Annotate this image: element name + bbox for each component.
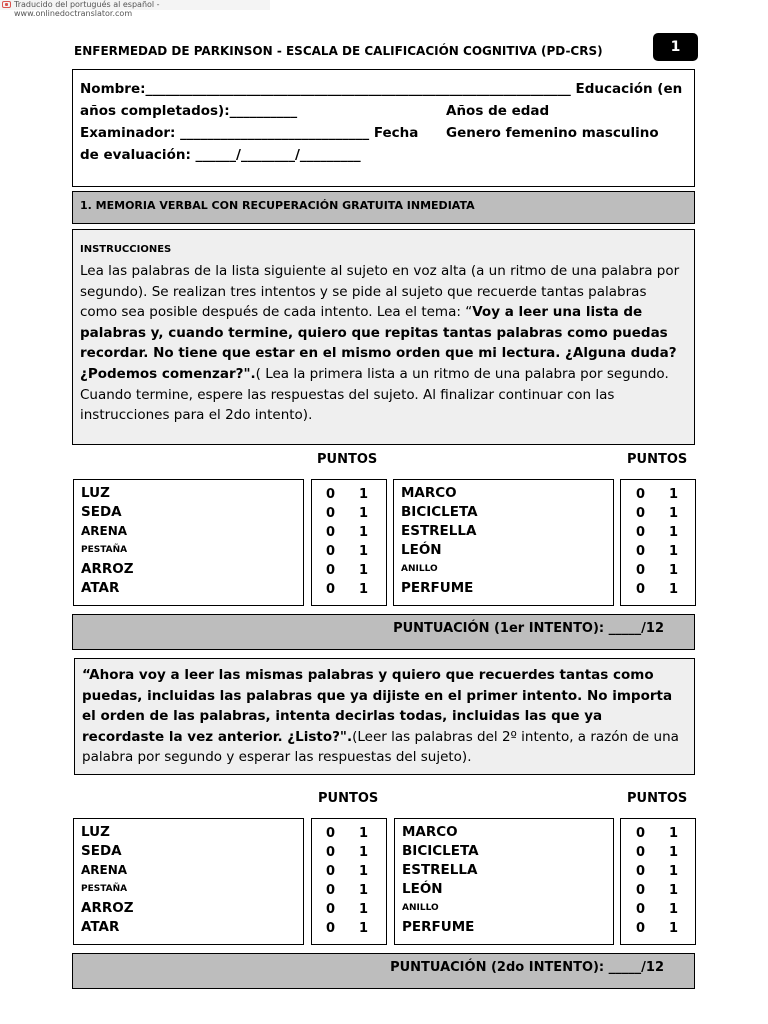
score-zero[interactable]: 0 <box>326 845 336 860</box>
score-zero[interactable]: 0 <box>636 845 646 860</box>
trial2-instructions-text <box>82 665 687 768</box>
score-one[interactable]: 1 <box>359 845 369 860</box>
score-zero[interactable]: 0 <box>326 544 336 559</box>
trial1-word-list-right <box>393 479 614 606</box>
score-row <box>621 561 695 580</box>
trial2-score-column-right <box>620 818 696 945</box>
score-row <box>312 580 386 599</box>
score-zero[interactable]: 0 <box>326 864 336 879</box>
word-item: BICICLETA <box>401 504 478 520</box>
score-row <box>312 900 386 919</box>
score-one[interactable]: 1 <box>359 883 369 898</box>
score-row <box>621 523 695 542</box>
puntos-header-right: PUNTOS <box>627 452 688 467</box>
trial2-instructions-box <box>74 658 695 775</box>
score-row <box>312 504 386 523</box>
word-item: ATAR <box>81 919 120 935</box>
score-row <box>621 900 695 919</box>
instructions-normal-1: Lea las palabras de la lista siguiente al sujeto en voz alta (a un ritmo de una palabra por segundo). Se realizan tres intentos y se pide al sujeto que recuerde tantas palabras como sea posible después de cada intento. Lea el tema: “ <box>80 263 680 321</box>
word-item: ARROZ <box>81 900 134 916</box>
score-zero[interactable]: 0 <box>326 525 336 540</box>
score-zero[interactable]: 0 <box>326 487 336 502</box>
word-item: LUZ <box>81 485 110 501</box>
score-one[interactable]: 1 <box>359 525 369 540</box>
score-one[interactable]: 1 <box>669 525 679 540</box>
trial2-score-column-left <box>311 818 387 945</box>
score-zero[interactable]: 0 <box>326 563 336 578</box>
examiner-field: Examinador: ____________________________ Fecha <box>80 125 419 141</box>
word-item: ESTRELLA <box>402 862 478 878</box>
score-one[interactable]: 1 <box>359 902 369 917</box>
score-zero[interactable]: 0 <box>326 883 336 898</box>
score-zero[interactable]: 0 <box>636 506 646 521</box>
puntos-header-right: PUNTOS <box>627 791 688 806</box>
score-row <box>312 919 386 938</box>
score-zero[interactable]: 0 <box>636 525 646 540</box>
trial1-word-list-left <box>73 479 304 606</box>
score-zero[interactable]: 0 <box>326 921 336 936</box>
word-item: BICICLETA <box>402 843 479 859</box>
trial1-score-column-right <box>620 479 696 606</box>
word-item: PESTAÑA <box>81 884 128 894</box>
score-row <box>312 523 386 542</box>
word-item: ARROZ <box>81 561 134 577</box>
score-row <box>312 485 386 504</box>
score-one[interactable]: 1 <box>669 487 679 502</box>
score-one[interactable]: 1 <box>359 582 369 597</box>
word-item: PERFUME <box>402 919 475 935</box>
score-one[interactable]: 1 <box>669 582 679 597</box>
score-zero[interactable]: 0 <box>326 826 336 841</box>
score-row <box>312 561 386 580</box>
score-one[interactable]: 1 <box>359 864 369 879</box>
score-row <box>621 542 695 561</box>
score-row <box>312 843 386 862</box>
name-education-line: Nombre:_______________________________________________________________ Educación (en <box>80 81 683 97</box>
score-row <box>312 881 386 900</box>
score-row <box>621 580 695 599</box>
score-row <box>621 824 695 843</box>
score-one[interactable]: 1 <box>669 826 679 841</box>
translator-banner[interactable] <box>0 0 270 18</box>
score-one[interactable]: 1 <box>669 845 679 860</box>
score-zero[interactable]: 0 <box>636 921 646 936</box>
trial2-score-bar: PUNTUACIÓN (2do INTENTO): _____/12 <box>72 953 695 989</box>
word-item: ARENA <box>81 863 128 877</box>
trial2-word-list-left <box>73 818 304 945</box>
score-one[interactable]: 1 <box>669 902 679 917</box>
score-row <box>312 824 386 843</box>
score-one[interactable]: 1 <box>359 921 369 936</box>
word-item: ANILLO <box>402 903 439 913</box>
trial1-score-bar: PUNTUACIÓN (1er INTENTO): _____/12 <box>72 614 695 650</box>
score-row <box>621 485 695 504</box>
score-zero[interactable]: 0 <box>636 902 646 917</box>
trial1-score-column-left <box>311 479 387 606</box>
score-zero[interactable]: 0 <box>636 487 646 502</box>
trial2-instructions-bold: “Ahora voy a leer las mismas palabras y quiero que recuerdes tantas como puedas, incluidas las palabras que ya dijiste en el primer intento. No importa el orden de las palabras, intenta decirlas todas, incluidas las que ya recordaste la vez anterior. ¿Listo?". <box>82 667 673 745</box>
word-item: SEDA <box>81 504 122 520</box>
score-row <box>621 919 695 938</box>
word-item: LEÓN <box>402 881 443 897</box>
instructions-bold: Voy a leer una lista de palabras y, cuando termine, quiero que repitas tantas palabras como puedas recordar. No tiene que estar en el mismo orden que mi lectura. ¿Alguna duda? ¿Podemos comenzar?". <box>80 304 677 382</box>
word-item: LUZ <box>81 824 110 840</box>
score-row <box>621 504 695 523</box>
word-item: ESTRELLA <box>401 523 477 539</box>
score-one[interactable]: 1 <box>669 921 679 936</box>
word-item: PERFUME <box>401 580 474 596</box>
instructions-text <box>80 261 687 426</box>
trial2-instructions-normal: (Leer las palabras del 2º intento, a razón de una palabra por segundo y esperar las respuestas del sujeto). <box>82 728 679 766</box>
instructions-box <box>72 229 695 445</box>
score-row <box>312 862 386 881</box>
score-zero[interactable]: 0 <box>326 582 336 597</box>
age-label: Años de edad <box>446 103 550 119</box>
puntos-header-left: PUNTOS <box>318 791 379 806</box>
page-number-badge: 1 <box>653 33 698 61</box>
score-row <box>621 881 695 900</box>
score-zero[interactable]: 0 <box>636 883 646 898</box>
word-item: LEÓN <box>401 542 442 558</box>
score-zero[interactable]: 0 <box>636 582 646 597</box>
score-one[interactable]: 1 <box>359 563 369 578</box>
word-item: ARENA <box>81 524 128 538</box>
score-one[interactable]: 1 <box>359 506 369 521</box>
score-one[interactable]: 1 <box>669 883 679 898</box>
score-one[interactable]: 1 <box>669 864 679 879</box>
puntos-header-left: PUNTOS <box>317 452 378 467</box>
translator-logo-icon <box>2 1 11 8</box>
document-title: ENFERMEDAD DE PARKINSON - ESCALA DE CALIFICACIÓN COGNITIVA (PD-CRS) <box>74 44 603 58</box>
gender-label: Genero femenino masculino <box>446 125 659 141</box>
evaluation-date-field: de evaluación: ______/________/_________ <box>80 147 361 163</box>
score-zero[interactable]: 0 <box>326 506 336 521</box>
score-zero[interactable]: 0 <box>636 544 646 559</box>
score-zero[interactable]: 0 <box>636 826 646 841</box>
word-item: MARCO <box>402 824 458 840</box>
score-row <box>312 542 386 561</box>
score-one[interactable]: 1 <box>669 506 679 521</box>
education-years-field: años completados):__________ <box>80 103 298 119</box>
score-zero[interactable]: 0 <box>636 563 646 578</box>
score-row <box>621 843 695 862</box>
score-one[interactable]: 1 <box>669 563 679 578</box>
word-item: ATAR <box>81 580 120 596</box>
instructions-normal-2: ( Lea la primera lista a un ritmo de una palabra por segundo. Cuando termine, espere las respuestas del sujeto. Al finalizar continuar con las instrucciones para el 2do intento). <box>80 365 669 424</box>
score-zero[interactable]: 0 <box>636 864 646 879</box>
word-item: ANILLO <box>401 564 438 574</box>
word-item: SEDA <box>81 843 122 859</box>
score-zero[interactable]: 0 <box>326 902 336 917</box>
score-one[interactable]: 1 <box>669 544 679 559</box>
word-item: MARCO <box>401 485 457 501</box>
score-one[interactable]: 1 <box>359 544 369 559</box>
patient-info-box <box>72 69 695 187</box>
word-item: PESTAÑA <box>81 545 128 555</box>
score-row <box>621 862 695 881</box>
translator-banner-text: Traducido del portugués al español - www.onlinedoctranslator.com <box>14 0 160 18</box>
score-one[interactable]: 1 <box>359 826 369 841</box>
score-one[interactable]: 1 <box>359 487 369 502</box>
instructions-heading: INSTRUCCIONES <box>80 244 172 255</box>
section-title-bar: 1. MEMORIA VERBAL CON RECUPERACIÓN GRATUITA INMEDIATA <box>72 191 695 224</box>
trial2-word-list-right <box>394 818 614 945</box>
